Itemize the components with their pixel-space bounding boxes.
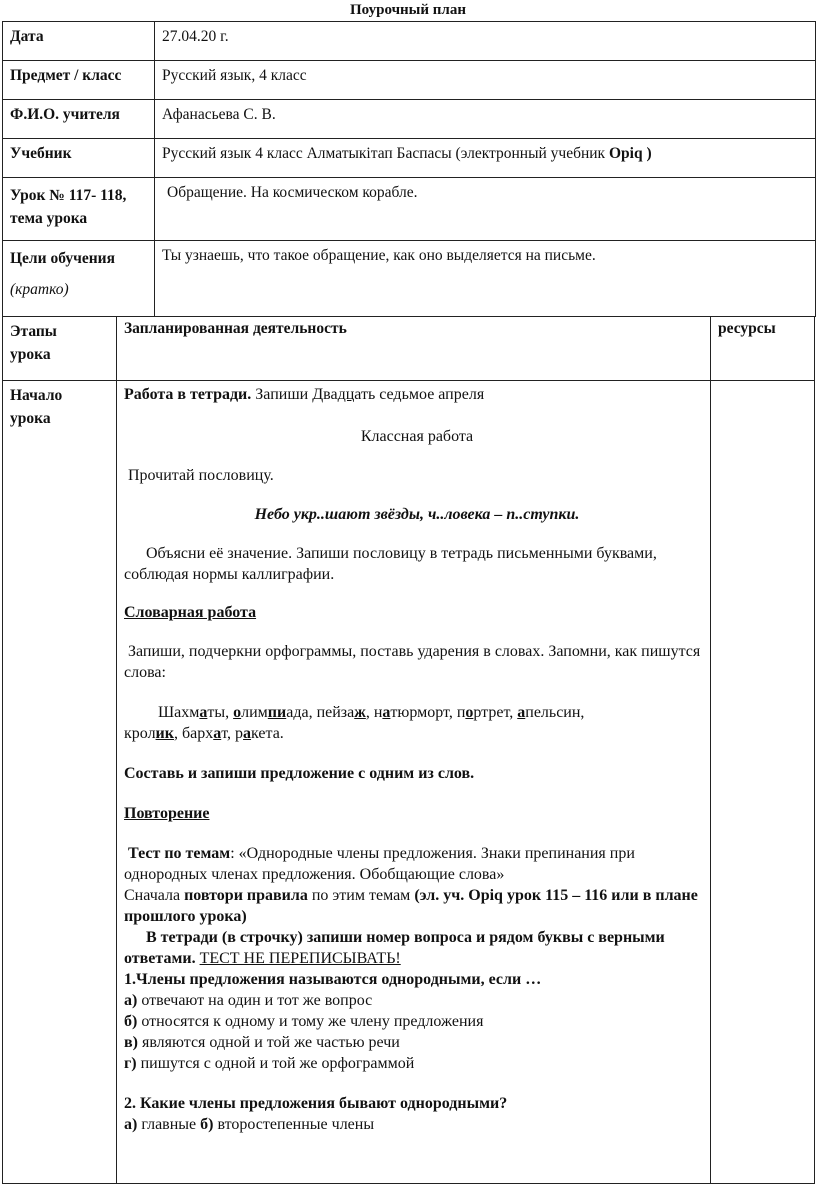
class-work: Классная работа — [360, 428, 474, 445]
word-part: , барх — [173, 725, 214, 742]
question-2: 2. Какие члены предложения бывают однородными? — [124, 1095, 508, 1112]
plan-table — [2, 316, 815, 1184]
question-1: 1.Члены предложения называются однородными, если … — [124, 971, 542, 988]
explain-text: Объясни её значение. Запиши пословицу в тетрадь письменными буквами, соблюдая нормы каллиграфии. — [124, 545, 657, 583]
info-table — [2, 21, 816, 317]
header-stages-line1: Этапы — [10, 323, 57, 340]
row-goals — [3, 241, 816, 317]
stage-cell — [3, 381, 117, 1184]
header-stages-line2: урока — [10, 346, 51, 363]
answer-letter: б) — [124, 1013, 138, 1030]
q2-answers — [124, 1114, 710, 1135]
first-repeat — [124, 885, 710, 927]
plan-body-row — [3, 381, 815, 1184]
answer-text: второстепенные члены — [213, 1116, 375, 1133]
test-intro — [124, 843, 710, 885]
goals-value: Ты узнаешь, что такое обращение, как оно выделяется на письме. — [155, 241, 816, 317]
compose-task: Составь и запиши предложение с одним из слов. — [124, 765, 475, 782]
activity-cell — [117, 381, 711, 1184]
first-bold: повтори правила — [184, 887, 308, 904]
page-title: Поурочный план — [350, 2, 466, 18]
stage-line1: Начало — [10, 387, 63, 404]
word-mark: о — [233, 704, 242, 721]
first-bold2: (эл. уч. Opiq урок 115 – 116 или в плане прошлого урока) — [124, 887, 698, 925]
notebook2 — [124, 927, 710, 969]
word-part: крол — [124, 725, 156, 742]
vocab-words — [124, 702, 710, 744]
notebook2-bold: В тетради (в строчку) запиши номер вопроса и рядом буквы с верными ответами. — [124, 929, 665, 967]
word-part: лим — [241, 704, 268, 721]
test-bold: Тест по темам — [128, 845, 231, 862]
date-value: 27.04.20 г. — [155, 22, 816, 61]
notebook-rest: ать седьмое апреля — [354, 386, 485, 403]
lesson-label-line2: тема урока — [10, 210, 88, 227]
stage-line2: урока — [10, 410, 51, 427]
word-part: ада, пейза — [286, 704, 355, 721]
textbook-text: Русский язык 4 класс Алматыкітап Баспасы (электронный учебник — [162, 145, 609, 162]
teacher-label: Ф.И.О. учителя — [3, 100, 155, 139]
q1-answer-c — [124, 1032, 710, 1053]
answer-text: являются одной и той же частью речи — [137, 1034, 400, 1051]
header-activity: Запланированная деятельность — [117, 317, 711, 381]
word-part: тюрморт, п — [390, 704, 466, 721]
word-part: , н — [365, 704, 383, 721]
answer-letter: а) — [124, 1116, 138, 1133]
q1-answer-d — [124, 1053, 710, 1074]
word-mark: о — [465, 704, 474, 721]
notebook-underlined: дц — [337, 386, 355, 403]
answer-letter: б) — [200, 1116, 214, 1133]
proverb: Небо укр..шают звёзды, ч..ловека – п..ступки. — [254, 506, 580, 523]
vocab-task: Запиши, подчеркни орфограммы, поставь ударения в словах. Запомни, как пишутся слова: — [124, 643, 701, 681]
first-part2: по этим темам — [307, 887, 415, 904]
notebook-line — [124, 384, 710, 405]
word-mark: а — [382, 704, 391, 721]
answer-letter: в) — [124, 1034, 138, 1051]
textbook-opiq: Opiq ) — [608, 145, 652, 162]
q1-answer-a — [124, 990, 710, 1011]
word-mark: а — [243, 725, 252, 742]
word-part: Шахм — [158, 704, 200, 721]
first-part1: Сначала — [124, 887, 185, 904]
notebook-bold: Работа в тетради. — [124, 386, 252, 403]
row-lesson — [3, 178, 816, 241]
word-part: пельсин, — [525, 704, 585, 721]
lesson-topic: Обращение. На космическом корабле. — [155, 178, 816, 241]
plan-header-row — [3, 317, 815, 381]
resources-cell — [711, 381, 815, 1184]
subject-value: Русский язык, 4 класс — [155, 61, 816, 100]
word-part: т, р — [221, 725, 244, 742]
read-proverb: Прочитай пословицу. — [128, 467, 274, 484]
answer-text: главные — [137, 1116, 201, 1133]
row-textbook — [3, 139, 816, 178]
date-label: Дата — [3, 22, 155, 61]
answer-letter: а) — [124, 992, 138, 1009]
word-part: ртрет, — [473, 704, 518, 721]
goals-label — [3, 241, 155, 317]
answer-text: отвечают на один и тот же вопрос — [137, 992, 373, 1009]
subject-label: Предмет / класс — [3, 61, 155, 100]
word-mark: а — [517, 704, 526, 721]
answer-text: относятся к одному и тому же члену предложения — [137, 1013, 484, 1030]
teacher-value: Афанасьева С. В. — [155, 100, 816, 139]
header-resources: ресурсы — [711, 317, 815, 381]
goals-label-sub: (кратко) — [10, 281, 69, 298]
header-stages — [3, 317, 117, 381]
test-rest: : «Однородные члены предложения. Знаки препинания при однородных членах предложения. Обобщающие слова» — [124, 845, 635, 883]
word-mark: ик — [155, 725, 174, 742]
notebook-write: Запиши Два — [251, 386, 338, 403]
word-mark: а — [199, 704, 208, 721]
word-part: кета. — [251, 725, 284, 742]
vocab-title: Словарная работа — [124, 604, 257, 621]
review-title: Повторение — [124, 805, 210, 822]
row-teacher — [3, 100, 816, 139]
word-part: ты, — [207, 704, 234, 721]
textbook-label: Учебник — [3, 139, 155, 178]
word-mark: ж — [354, 704, 366, 721]
row-date — [3, 22, 816, 61]
answer-letter: г) — [124, 1055, 137, 1072]
answer-text: пишутся с одной и той же орфограммой — [136, 1055, 415, 1072]
word-mark: пи — [267, 704, 287, 721]
goals-label-main: Цели обучения — [10, 250, 115, 267]
word-mark: а — [213, 725, 222, 742]
lesson-label-line1: Урок № 117- 118, — [10, 187, 127, 204]
no-copy-warning: ТЕСТ НЕ ПЕРЕПИСЫВАТЬ! — [199, 950, 401, 967]
lesson-label — [3, 178, 155, 241]
q1-answer-b — [124, 1011, 710, 1032]
row-subject — [3, 61, 816, 100]
textbook-value — [155, 139, 816, 178]
